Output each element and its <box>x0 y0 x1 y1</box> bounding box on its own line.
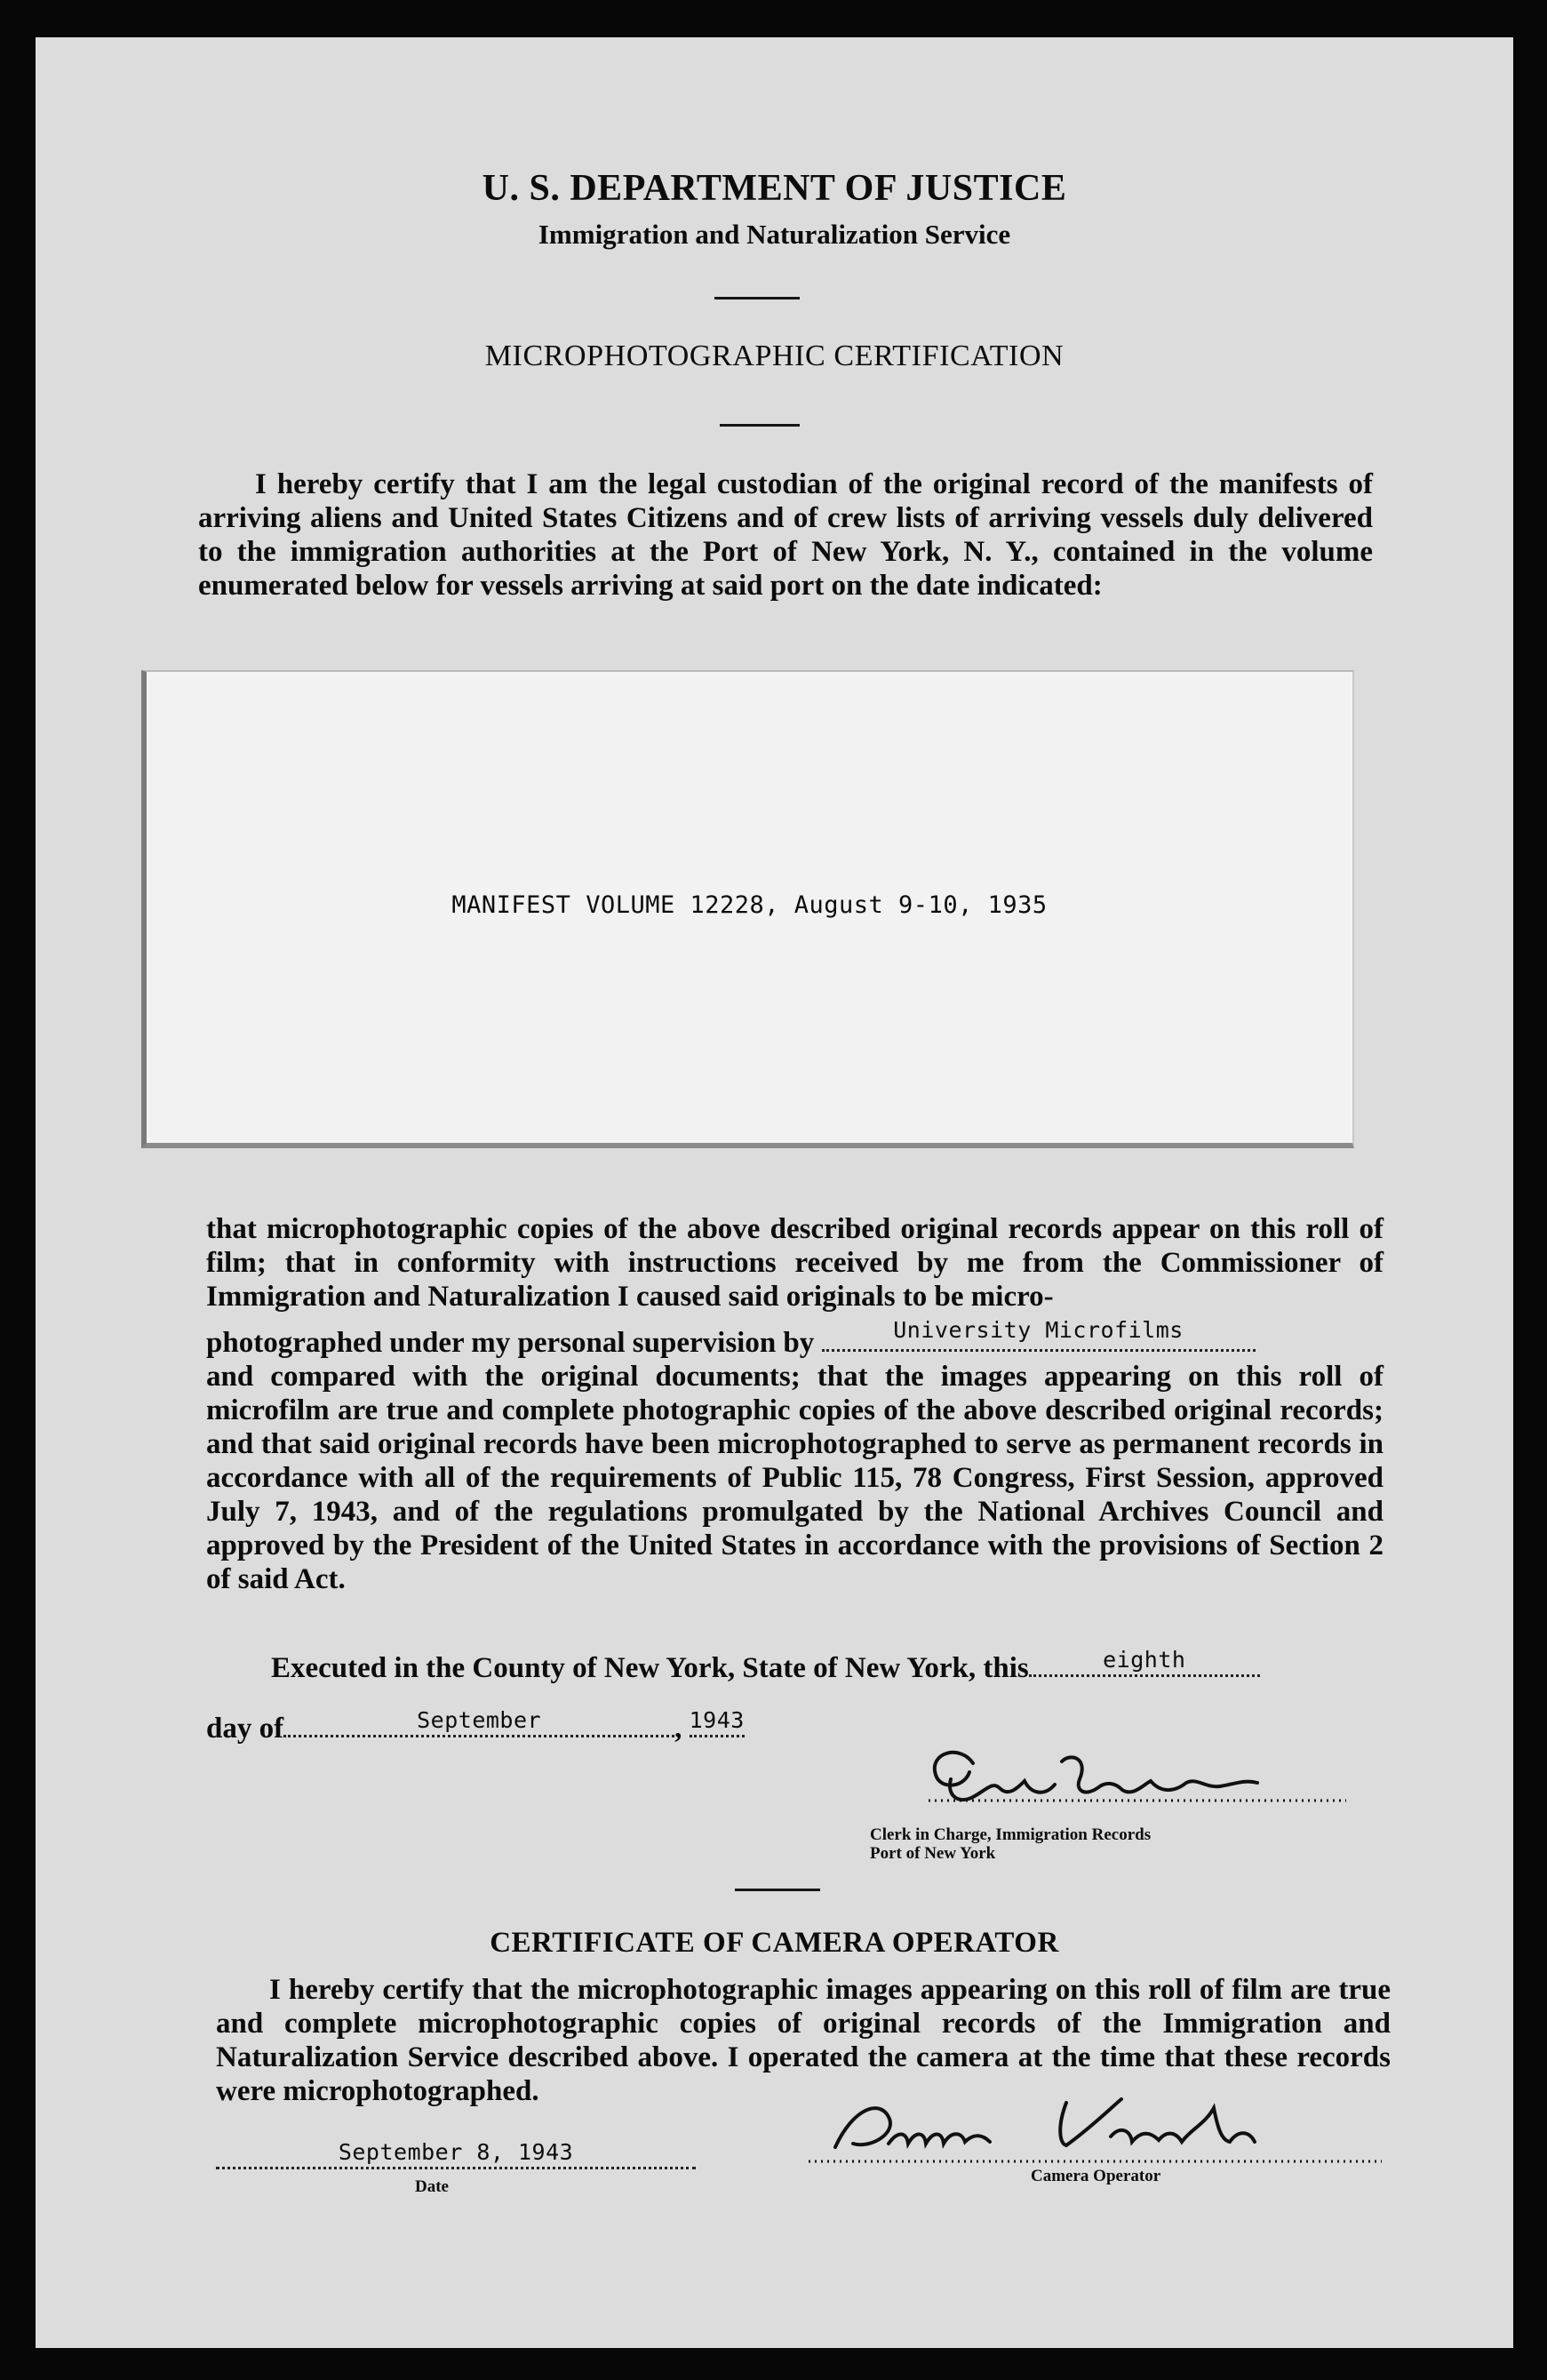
camera-operator-text: I hereby certify that the microphotographic images appearing on this roll of film are true and complete microphotographic copies of original records of the Immigration and Naturalization Service described above. I operated the camera at the time that these records were microphotographed. <box>216 1974 1391 2107</box>
clerk-signature <box>795 1726 1364 1824</box>
divider <box>720 424 800 427</box>
supervision-prefix: photographed under my personal supervision by <box>206 1327 815 1359</box>
month: September <box>417 1707 542 1733</box>
signature-label: Camera Operator <box>1031 2167 1161 2185</box>
operator-signature-block <box>800 2090 1386 2185</box>
divider <box>714 297 800 299</box>
clerk-title-line2: Port of New York <box>870 1844 996 1863</box>
volume-label: MANIFEST VOLUME 12228, August 9-10, 1935 <box>451 891 1048 919</box>
executed-prefix: Executed in the County of New York, State of New York, this <box>271 1652 1029 1684</box>
intro-text: I hereby certify that I am the legal custodian of the original record of the manifests of arriving aliens and United States Citizens and of crew lists of arriving vessels duly delivered to the immigration authorities at the Port of New York, N. Y., contained in the volume enumerated below for vessels arriving at said port on the date indicated: <box>198 468 1373 602</box>
body-part2: and compared with the original documents; that the images appearing on this roll of microfilm are true and complete photographic copies of the above described original records; and that said original records have been microphotographed to serve as permanent records in accordance with all of the requirements of Public 115, 78 Congress, First Session, approved July 7, 1943, and of the regulations promulgated by the National Archives Council and approved by the President of the United States in accordance with the provisions of Section 2 of said Act. <box>206 1361 1384 1595</box>
date-field <box>216 2135 696 2169</box>
date-label: Date <box>415 2177 449 2196</box>
body-paragraph <box>206 1212 1384 1596</box>
date-value: September 8, 1943 <box>338 2139 574 2165</box>
month-field <box>283 1706 674 1737</box>
divider <box>735 1889 820 1891</box>
executed-day-field <box>1029 1646 1260 1677</box>
supervision-field <box>822 1317 1256 1352</box>
body-part1: that microphotographic copies of the above described original records appear on this roll of film; that in conformity with instructions received by me from the Commissioner of Immigration and Naturalization I caused said originals to be micro- <box>206 1213 1384 1313</box>
camera-operator-heading: CERTIFICATE OF CAMERA OPERATOR <box>490 1927 1059 1959</box>
clerk-signature-block <box>795 1726 1364 1863</box>
year: 1943 <box>689 1707 745 1733</box>
operator-signature <box>800 2090 1386 2167</box>
year-field <box>690 1706 745 1737</box>
supervision-by: University Microfilms <box>893 1317 1184 1343</box>
service-subtitle: Immigration and Naturalization Service <box>538 219 1011 250</box>
intro-paragraph <box>198 467 1373 603</box>
certification-heading: MICROPHOTOGRAPHIC CERTIFICATION <box>484 339 1065 372</box>
clerk-title-line1: Clerk in Charge, Immigration Records <box>870 1825 1152 1844</box>
executed-day: eighth <box>1103 1647 1186 1673</box>
volume-slip <box>141 670 1354 1148</box>
executed-line <box>271 1646 1260 1685</box>
department-title: U. S. DEPARTMENT OF JUSTICE <box>482 168 1067 209</box>
supervision-line <box>206 1317 1384 1360</box>
day-of-line: day of September , 1943 <box>206 1707 745 1745</box>
camera-operator-paragraph <box>216 1973 1391 2108</box>
day-of-prefix: day of <box>206 1713 284 1745</box>
date-block <box>216 2135 740 2196</box>
certificate-sheet <box>36 37 1513 2348</box>
